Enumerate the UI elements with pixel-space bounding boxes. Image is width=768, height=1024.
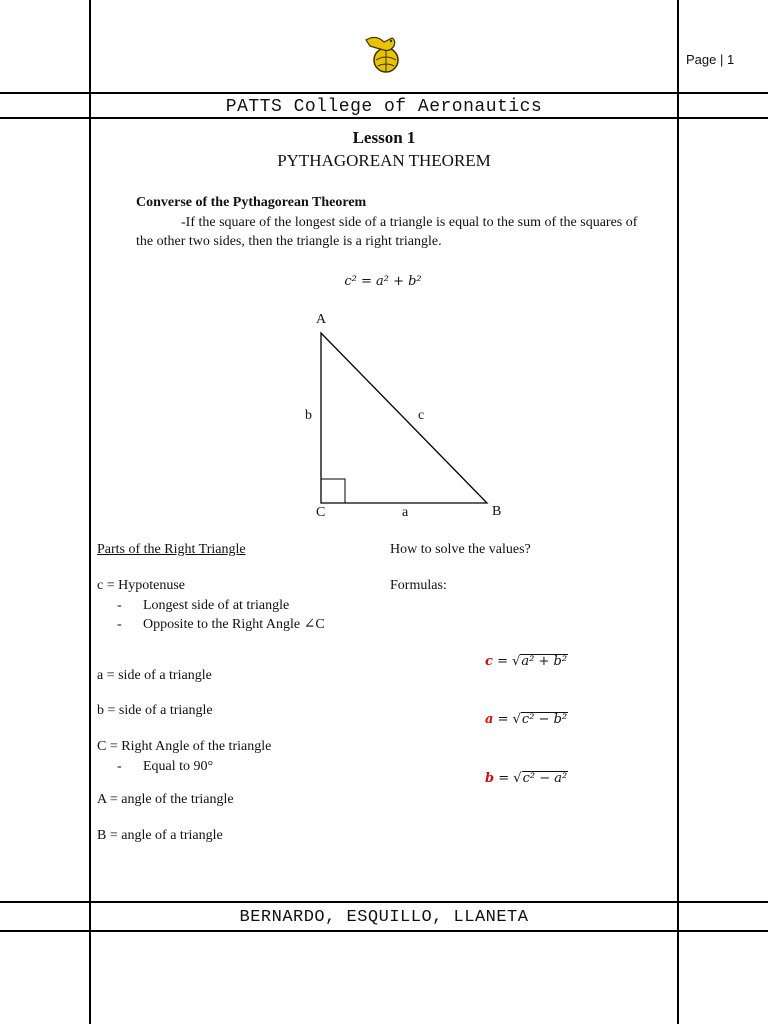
list-item: - Longest side of at triangle xyxy=(117,596,387,615)
hypotenuse-def: c = Hypotenuse xyxy=(97,578,185,593)
side-b-def: b = side of a triangle xyxy=(97,703,213,718)
sqrt-icon: √ xyxy=(513,771,522,786)
formula-a-var: a xyxy=(485,712,494,727)
vertex-b-label: B xyxy=(492,504,502,519)
footer-bottom-rule xyxy=(0,930,768,932)
triangle-shape xyxy=(321,333,487,503)
formula-a-eq: = xyxy=(497,712,509,727)
lesson-title: PYTHAGOREAN THEOREM xyxy=(277,151,491,170)
side-b-label: b xyxy=(305,408,312,423)
right-angle-def: C = Right Angle of the triangle xyxy=(97,739,272,754)
converse-heading: Converse of the Pythagorean Theorem xyxy=(136,195,367,210)
formula-c-var: c xyxy=(485,654,493,669)
hypotenuse-block xyxy=(97,578,387,634)
angle-b-def: B = angle of a triangle xyxy=(97,828,223,843)
formula-c-radicand: a² + b² xyxy=(521,654,568,669)
lesson-number: Lesson 1 xyxy=(352,128,416,147)
parts-heading: Parts of the Right Triangle xyxy=(97,542,246,557)
pythagorean-formula: c² = a² + b² xyxy=(344,274,422,289)
formulas-label: Formulas: xyxy=(390,578,447,593)
side-c-label: c xyxy=(418,408,425,423)
patts-logo-icon xyxy=(362,30,408,76)
formula-b-var: b xyxy=(485,771,495,786)
solve-heading: How to solve the values? xyxy=(390,542,531,557)
right-angle-bullets xyxy=(97,757,387,776)
list-item: - Opposite to the Right Angle ∠C xyxy=(117,615,387,634)
formula-b xyxy=(485,771,568,786)
hypotenuse-bullets xyxy=(97,596,387,634)
right-triangle-diagram xyxy=(290,305,520,530)
formula-c xyxy=(485,654,568,669)
angle-a-def: A = angle of the triangle xyxy=(97,792,234,807)
formula-a xyxy=(485,712,568,727)
right-border xyxy=(677,0,679,1024)
school-name: PATTS College of Aeronautics xyxy=(225,97,543,117)
vertex-c-label: C xyxy=(316,505,326,520)
vertex-a-label: A xyxy=(316,312,327,327)
footer-top-rule xyxy=(0,901,768,903)
right-angle-marker xyxy=(321,479,345,503)
formula-c-eq: = xyxy=(497,654,508,669)
converse-text-line2: the other two sides, then the triangle is a right triangle. xyxy=(136,234,442,249)
formula-b-radicand: c² − a² xyxy=(522,771,568,786)
sqrt-icon: √ xyxy=(512,712,521,727)
formula-b-eq: = xyxy=(498,771,510,786)
converse-text-line1: -If the square of the longest side of a triangle is equal to the sum of the squares of xyxy=(181,215,638,230)
side-a-def: a = side of a triangle xyxy=(97,668,212,683)
page-number: Page | 1 xyxy=(686,52,735,67)
side-a-label: a xyxy=(402,505,409,520)
list-item: - Equal to 90° xyxy=(117,757,387,776)
formula-a-radicand: c² − b² xyxy=(521,712,568,727)
header-top-rule xyxy=(0,92,768,94)
right-angle-block xyxy=(97,739,387,776)
sqrt-icon: √ xyxy=(512,654,521,669)
footer-authors: BERNARDO, ESQUILLO, LLANETA xyxy=(239,908,529,927)
header-bottom-rule xyxy=(0,117,768,119)
